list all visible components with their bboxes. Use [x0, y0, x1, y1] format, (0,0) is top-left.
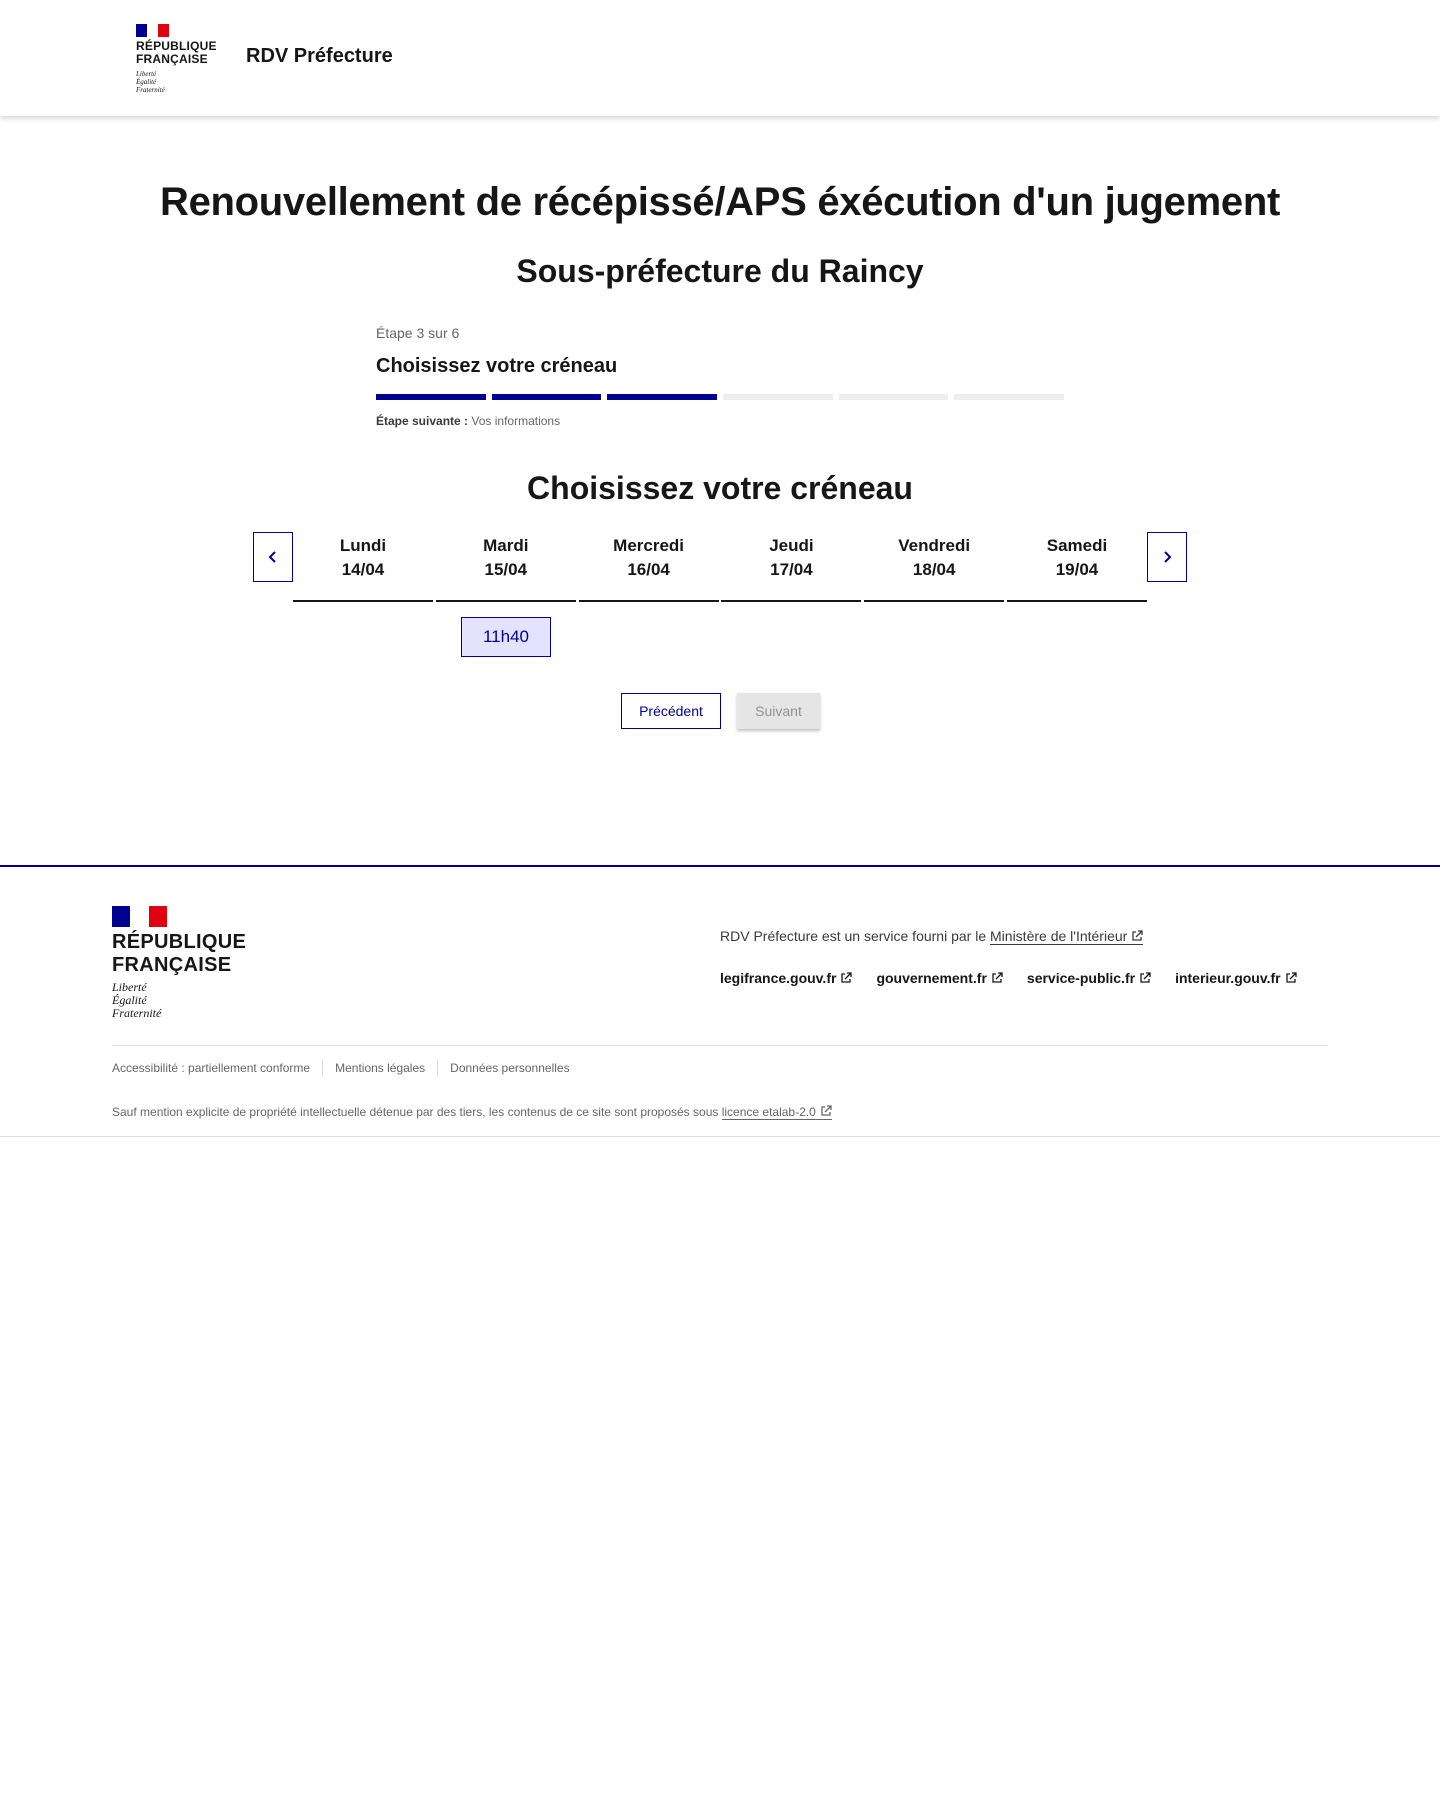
ministere-interieur-link[interactable]: [990, 928, 1143, 945]
day-date: 17/04: [770, 560, 813, 579]
footer-motto-line-1: Liberté: [112, 980, 147, 994]
time-slot-button[interactable]: 11h40: [461, 617, 551, 657]
step-state: Étape 3 sur 6: [376, 325, 460, 341]
next-button[interactable]: Suivant: [737, 693, 820, 729]
interieur-link[interactable]: [1175, 970, 1297, 986]
day-name: Samedi: [1046, 536, 1108, 555]
mentions-legales-link[interactable]: Mentions légales: [322, 1060, 437, 1076]
day-date: 14/04: [341, 560, 385, 579]
footer-divider: [112, 1045, 1328, 1046]
logo-motto: [136, 70, 216, 94]
footer-desc-text: RDV Préfecture est un service fourni par le: [720, 928, 991, 944]
external-link-icon: [1131, 930, 1143, 942]
legifrance-link[interactable]: [720, 970, 852, 986]
previous-week-button[interactable]: [253, 532, 293, 582]
day-column: [864, 532, 1004, 602]
external-link-icon: [1139, 972, 1151, 984]
republique-francaise-logo[interactable]: [136, 24, 216, 94]
step-bar-6: [954, 394, 1064, 400]
external-link-icon: [991, 972, 1003, 984]
legifrance-label: legifrance.gouv.fr: [720, 970, 837, 986]
service-public-label: service-public.fr: [1026, 970, 1136, 986]
logo-text: [136, 40, 216, 66]
step-bar-1: [376, 394, 486, 400]
day-column: [1007, 532, 1147, 602]
footer-description: [720, 928, 1143, 944]
external-link-icon: [820, 1105, 832, 1117]
service-name-link[interactable]: RDV Préfecture: [246, 45, 393, 67]
footer-logo-line-2: FRANÇAISE: [112, 954, 232, 976]
accessibilite-link[interactable]: Accessibilité : partiellement conforme: [112, 1061, 311, 1075]
footer-logo-line-1: RÉPUBLIQUE: [112, 931, 247, 953]
motto-line-2: Égalité: [136, 78, 157, 86]
step-progress-bar: [376, 394, 1064, 400]
footer-license: [112, 1105, 832, 1119]
interieur-label: interieur.gouv.fr: [1175, 970, 1281, 986]
day-name: Mercredi: [613, 536, 685, 555]
site-header: [0, 0, 1440, 116]
step-bar-4: [723, 394, 833, 400]
day-name: Lundi: [339, 536, 387, 555]
french-flag-icon: [136, 24, 169, 37]
page-subtitle: Sous-préfecture du Raincy: [516, 253, 924, 289]
logo-line-2: FRANÇAISE: [136, 52, 208, 66]
licence-etalab-link[interactable]: [722, 1105, 832, 1120]
external-link-icon: [840, 972, 852, 984]
day-name: Jeudi: [769, 536, 814, 555]
logo-line-1: RÉPUBLIQUE: [136, 39, 217, 53]
footer-links: [720, 970, 1297, 986]
slot-heading: Choisissez votre créneau: [527, 470, 913, 506]
footer-motto-line-2: Égalité: [112, 993, 147, 1007]
previous-button[interactable]: Précédent: [621, 693, 721, 729]
next-week-button[interactable]: [1147, 532, 1187, 582]
gouvernement-label: gouvernement.fr: [876, 970, 987, 986]
page-title: Renouvellement de récépissé/APS éxécution d'un jugement: [160, 180, 1280, 224]
stepper: [376, 325, 1064, 428]
footer-republique-francaise-logo[interactable]: [112, 906, 246, 1020]
license-text: Sauf mention explicite de propriété intellectuelle détenue par des tiers, les contenus de ce site sont proposés sous: [112, 1105, 722, 1119]
day-date: 15/04: [484, 560, 528, 579]
site-footer: [0, 865, 1440, 1137]
footer-motto-line-3: Fraternité: [112, 1006, 162, 1020]
french-flag-icon: [112, 906, 167, 927]
step-title: Choisissez votre créneau: [376, 355, 618, 377]
day-date: 19/04: [1055, 560, 1099, 579]
licence-link-label: licence etalab-2.0: [721, 1105, 816, 1119]
motto-line-3: Fraternité: [136, 86, 165, 94]
step-next: [376, 414, 1064, 428]
day-column: [436, 532, 576, 602]
external-link-icon: [1285, 972, 1297, 984]
step-next-label: Étape suivante :: [376, 414, 469, 428]
step-bar-2: [492, 394, 602, 400]
chevron-left-icon: [265, 549, 281, 565]
day-name: Vendredi: [898, 536, 971, 555]
day-column: [579, 532, 719, 602]
chevron-right-icon: [1159, 549, 1175, 565]
day-date: 16/04: [627, 560, 670, 579]
motto-line-1: Liberté: [136, 70, 157, 78]
step-bar-5: [839, 394, 949, 400]
step-next-value: Vos informations: [471, 414, 561, 428]
service-public-link[interactable]: [1027, 970, 1151, 986]
day-name: Mardi: [483, 536, 529, 555]
gouvernement-link[interactable]: [876, 970, 1002, 986]
day-column: [721, 532, 861, 602]
days-row: [293, 532, 1147, 602]
day-date: 18/04: [912, 560, 956, 579]
ministere-link-label: Ministère de l'Intérieur: [990, 928, 1128, 944]
step-bar-3: [607, 394, 717, 400]
footer-logo-motto: [112, 981, 246, 1020]
footer-logo-text: [112, 931, 246, 977]
footer-bottom-links: [112, 1060, 582, 1076]
day-column: [293, 532, 433, 602]
donnees-personnelles-link[interactable]: Données personnelles: [437, 1060, 581, 1076]
